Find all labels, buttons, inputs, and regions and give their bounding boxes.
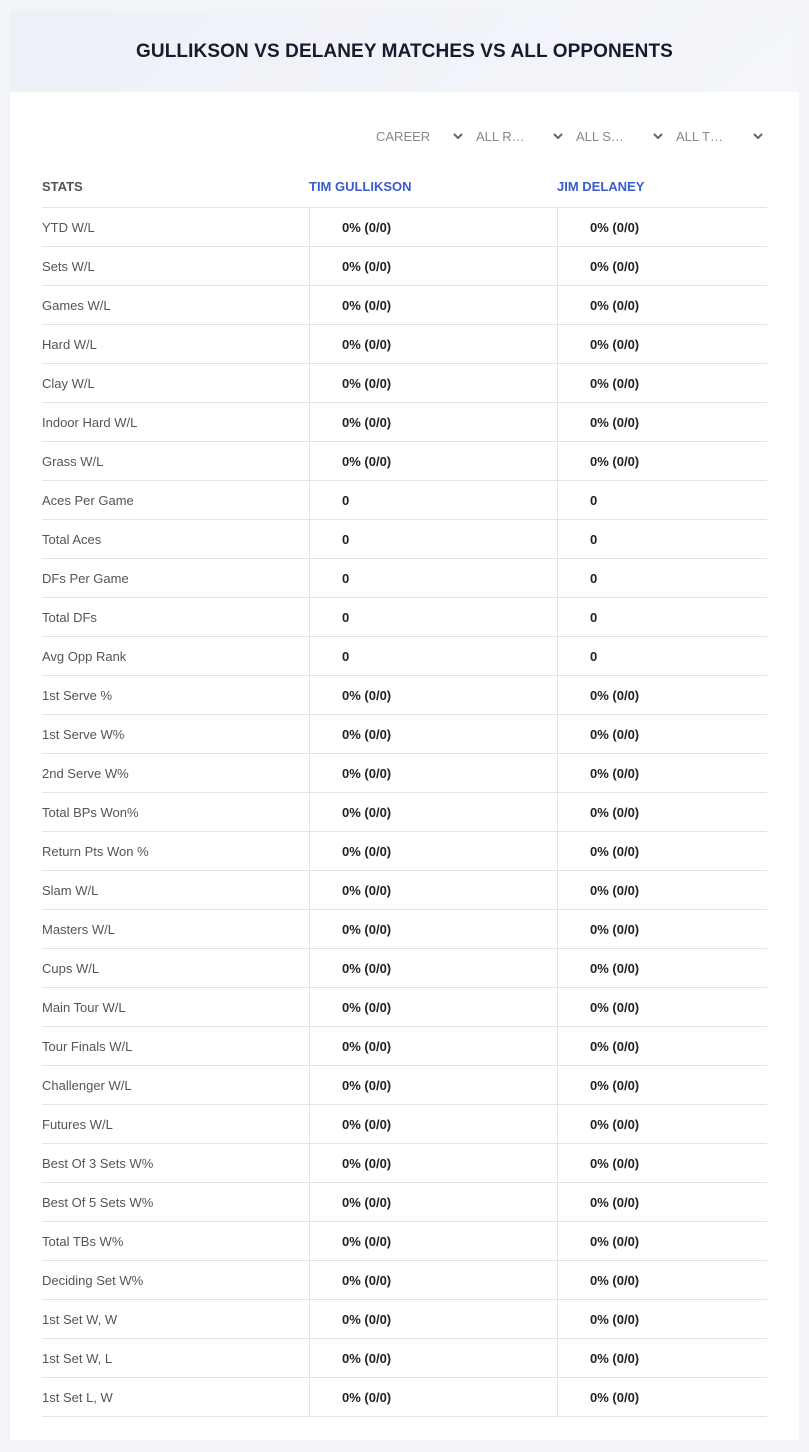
chevron-down-icon: [452, 130, 464, 142]
player1-value: 0: [309, 481, 557, 519]
stat-label: 1st Set W, L: [42, 1350, 113, 1366]
player2-value: 0% (0/0): [557, 325, 767, 363]
stat-label: Return Pts Won %: [42, 843, 149, 859]
table-row: [42, 481, 767, 520]
filter-label: ALL R…: [476, 128, 525, 144]
player1-value: 0% (0/0): [309, 871, 557, 909]
stat-label: Games W/L: [42, 297, 111, 313]
stat-label: Indoor Hard W/L: [42, 414, 138, 430]
player2-value: 0: [557, 598, 767, 636]
table-row: [42, 1222, 767, 1261]
stat-label: Futures W/L: [42, 1116, 113, 1132]
player1-value: 0% (0/0): [309, 1183, 557, 1221]
player2-value: 0% (0/0): [557, 1105, 767, 1143]
table-body: [42, 208, 767, 1417]
player2-value: 0% (0/0): [557, 1222, 767, 1260]
table-row: [42, 520, 767, 559]
table-row: [42, 910, 767, 949]
player1-value: 0% (0/0): [309, 949, 557, 987]
player1-value: 0% (0/0): [309, 910, 557, 948]
stat-label: Masters W/L: [42, 921, 115, 937]
table-row: [42, 1105, 767, 1144]
player2-value: 0% (0/0): [557, 364, 767, 402]
player2-value: 0: [557, 520, 767, 558]
player1-value: 0% (0/0): [309, 442, 557, 480]
player2-value: 0% (0/0): [557, 1300, 767, 1338]
stat-label: 1st Serve %: [42, 687, 113, 703]
player1-value: 0% (0/0): [309, 1261, 557, 1299]
player2-value: 0% (0/0): [557, 1378, 767, 1416]
player1-value: 0% (0/0): [309, 988, 557, 1026]
stat-label: Challenger W/L: [42, 1077, 132, 1093]
player2-value: 0% (0/0): [557, 286, 767, 324]
player2-value: 0% (0/0): [557, 247, 767, 285]
player1-value: 0% (0/0): [309, 1027, 557, 1065]
player1-value: 0% (0/0): [309, 286, 557, 324]
table-row: [42, 208, 767, 247]
player2-value: 0% (0/0): [557, 1261, 767, 1299]
player1-value: 0% (0/0): [309, 1144, 557, 1182]
stat-label: Sets W/L: [42, 258, 95, 274]
filter-career-select[interactable]: [366, 123, 466, 149]
player1-value: 0% (0/0): [309, 364, 557, 402]
table-row: [42, 1339, 767, 1378]
player2-value: 0% (0/0): [557, 1183, 767, 1221]
card-header: [10, 10, 799, 92]
table-row: [42, 325, 767, 364]
filter-surfaces-select[interactable]: [566, 123, 666, 149]
table-row: [42, 247, 767, 286]
chevron-down-icon: [652, 130, 664, 142]
chevron-down-icon: [552, 130, 564, 142]
player2-value: 0% (0/0): [557, 208, 767, 246]
table-row: [42, 988, 767, 1027]
table-row: [42, 1378, 767, 1417]
table-row: [42, 1144, 767, 1183]
player1-value: 0% (0/0): [309, 1222, 557, 1260]
player1-value: 0% (0/0): [309, 208, 557, 246]
table-row: [42, 1066, 767, 1105]
stat-label: Clay W/L: [42, 375, 95, 391]
table-row: [42, 403, 767, 442]
table-row: [42, 1300, 767, 1339]
player1-value: 0% (0/0): [309, 1300, 557, 1338]
player1-value: 0: [309, 637, 557, 675]
stat-label: 2nd Serve W%: [42, 765, 129, 781]
filter-tournaments-select[interactable]: [666, 123, 766, 149]
table-row: [42, 715, 767, 754]
page-title: GULLIKSON VS DELANEY MATCHES VS ALL OPPONENTS: [136, 41, 673, 62]
stats-table: [42, 166, 767, 1417]
player2-value: 0% (0/0): [557, 1066, 767, 1104]
player2-value: 0% (0/0): [557, 910, 767, 948]
player1-value: 0: [309, 559, 557, 597]
table-row: [42, 871, 767, 910]
player2-value: 0% (0/0): [557, 832, 767, 870]
player2-value: 0% (0/0): [557, 754, 767, 792]
player1-value: 0% (0/0): [309, 1339, 557, 1377]
player1-link[interactable]: TIM GULLIKSON: [309, 179, 412, 194]
stat-label: 1st Set W, W: [42, 1311, 118, 1327]
filter-label: CAREER: [376, 128, 431, 144]
player1-value: 0% (0/0): [309, 1105, 557, 1143]
stat-label: YTD W/L: [42, 219, 95, 235]
stat-label: Cups W/L: [42, 960, 100, 976]
player1-value: 0% (0/0): [309, 832, 557, 870]
player2-value: 0% (0/0): [557, 949, 767, 987]
player1-value: 0% (0/0): [309, 1066, 557, 1104]
player2-value: 0% (0/0): [557, 1144, 767, 1182]
table-row: [42, 1183, 767, 1222]
stat-label: Total Aces: [42, 531, 102, 547]
stat-label: 1st Set L, W: [42, 1389, 113, 1405]
player2-value: 0% (0/0): [557, 403, 767, 441]
stats-card: [10, 10, 799, 1440]
filter-rounds-select[interactable]: [466, 123, 566, 149]
player2-value: 0: [557, 559, 767, 597]
table-row: [42, 949, 767, 988]
player1-value: 0% (0/0): [309, 403, 557, 441]
stat-label: Grass W/L: [42, 453, 104, 469]
player2-link[interactable]: JIM DELANEY: [557, 179, 645, 194]
player1-value: 0% (0/0): [309, 1378, 557, 1416]
table-row: [42, 598, 767, 637]
table-row: [42, 442, 767, 481]
player1-value: 0% (0/0): [309, 715, 557, 753]
table-row: [42, 559, 767, 598]
stat-label: Tour Finals W/L: [42, 1038, 133, 1054]
filter-label: ALL T…: [676, 128, 723, 144]
stat-label: Deciding Set W%: [42, 1272, 144, 1288]
table-header: [42, 166, 767, 208]
player2-value: 0% (0/0): [557, 442, 767, 480]
player1-value: 0% (0/0): [309, 676, 557, 714]
player1-value: 0% (0/0): [309, 247, 557, 285]
filter-bar: [366, 123, 766, 149]
stat-label: Total DFs: [42, 609, 97, 625]
player2-value: 0% (0/0): [557, 715, 767, 753]
stat-label: 1st Serve W%: [42, 726, 125, 742]
player1-value: 0: [309, 598, 557, 636]
player2-value: 0% (0/0): [557, 988, 767, 1026]
player2-value: 0% (0/0): [557, 793, 767, 831]
stats-column-header: STATS: [42, 179, 83, 194]
player1-value: 0% (0/0): [309, 325, 557, 363]
table-row: [42, 793, 767, 832]
table-row: [42, 286, 767, 325]
stat-label: DFs Per Game: [42, 570, 129, 586]
table-row: [42, 754, 767, 793]
player1-value: 0% (0/0): [309, 793, 557, 831]
table-row: [42, 637, 767, 676]
player2-value: 0% (0/0): [557, 676, 767, 714]
player1-value: 0% (0/0): [309, 754, 557, 792]
stat-label: Main Tour W/L: [42, 999, 126, 1015]
table-row: [42, 1027, 767, 1066]
stat-label: Aces Per Game: [42, 492, 134, 508]
stat-label: Slam W/L: [42, 882, 99, 898]
stat-label: Hard W/L: [42, 336, 97, 352]
player2-value: 0: [557, 637, 767, 675]
table-row: [42, 832, 767, 871]
stat-label: Total BPs Won%: [42, 804, 139, 820]
player2-value: 0: [557, 481, 767, 519]
player2-value: 0% (0/0): [557, 1027, 767, 1065]
table-row: [42, 364, 767, 403]
table-row: [42, 1261, 767, 1300]
stat-label: Avg Opp Rank: [42, 648, 127, 664]
chevron-down-icon: [752, 130, 764, 142]
stat-label: Best Of 3 Sets W%: [42, 1155, 154, 1171]
filter-label: ALL S…: [576, 128, 624, 144]
player2-value: 0% (0/0): [557, 871, 767, 909]
player1-value: 0: [309, 520, 557, 558]
player2-value: 0% (0/0): [557, 1339, 767, 1377]
stat-label: Total TBs W%: [42, 1233, 124, 1249]
table-row: [42, 676, 767, 715]
stat-label: Best Of 5 Sets W%: [42, 1194, 154, 1210]
